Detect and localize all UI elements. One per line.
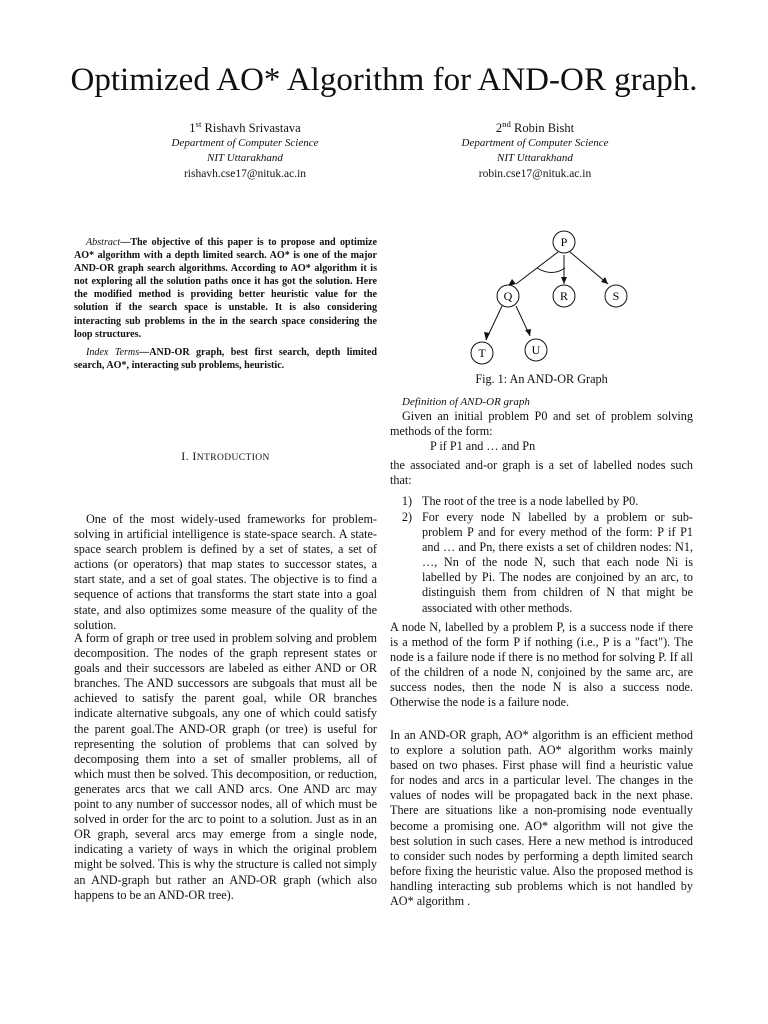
abstract-label: Abstract (86, 237, 121, 248)
author-2 (405, 120, 665, 182)
list-item-number: 1) (401, 494, 412, 508)
section-number: I. (181, 449, 189, 463)
author-1-email: rishavh.cse17@nituk.ac.in (183, 168, 307, 180)
and-or-graph-figure (390, 222, 693, 368)
author-2-name-line (405, 120, 665, 136)
index-terms-text: —AND-OR graph, best first search, depth limited search, AO*, interacting sub problems, heuristic. (74, 347, 377, 372)
and-arc (537, 268, 565, 273)
list-item (390, 510, 693, 618)
index-terms-label: Index Terms (86, 347, 140, 358)
list-item-text: For every node N labelled by a problem or sub-problem P and for every method of the form: P if P1 and … and Pn, there exists a set of children nodes: N1, …, Nn of the node N, such that each node Ni is labelled by Pi. The nodes are conjoined by an arc, to distinguish them from children of N that might be associated with other methods. (422, 510, 693, 615)
figure-caption: Fig. 1: An AND-OR Graph (475, 372, 608, 386)
node-r-label: R (559, 289, 569, 303)
list-item-text: The root of the tree is a node labelled by P0. (422, 494, 639, 508)
edge-p-s (570, 252, 608, 284)
index-terms (74, 346, 377, 372)
author-1-dept: Department of Computer Science (171, 137, 319, 149)
author-2-ordinal-suffix: nd (502, 118, 511, 129)
author-1 (115, 120, 375, 182)
section-title-initial: I (192, 449, 197, 463)
abstract (74, 236, 377, 341)
definition-paragraph-success-node: A node N, labelled by a problem P, is a success node if there is a method of the form P if nothing (i.e., P is a "fact"). The node is a failure node if there is no method for solving P. If all of the children of a node N, conjoined by the same arc, are success nodes, then the node N is also a success node. Otherwise the node is a failure node. (390, 620, 693, 710)
author-1-name: Rishavh Srivastava (204, 121, 301, 135)
definition-intro: Given an initial problem P0 and set of problem solving methods of the form: (390, 409, 693, 439)
author-1-name-line (115, 120, 375, 136)
arrow-u (525, 329, 531, 336)
node-p-label: P (560, 235, 568, 249)
author-2-email: robin.cse17@nituk.ac.in (478, 168, 592, 180)
node-s-label: S (612, 289, 620, 303)
paper-title: Optimized AO* Algorithm for AND-OR graph. (70, 62, 698, 98)
author-1-institution: NIT Uttarakhand (207, 152, 283, 164)
intro-paragraph-1: One of the most widely-used frameworks for problem-solving in artificial intelligence is state-space search. A state-space search problem is defined by a set of states, a set of actions (or operators) that map states to successor states, a start state, and a set of goal states. The objective is to find a sequence of actions that transforms the start state into a goal state, and also optimizes some measure of the quality of the solution. (74, 512, 377, 632)
author-2-name: Robin Bisht (514, 121, 575, 135)
arrow-s (601, 277, 608, 284)
intro-paragraph-2: A form of graph or tree used in problem solving and problem decomposition. The nodes of the graph represent states or goals and their successors are labeled as either AND or OR branches. The AND successors are subgoals that must all be achieved to satisfy the parent goal, while OR branches indicate alternative subgoals, any one of which could satisfy the parent goal.The AND-OR graph (or tree) is useful for representing the solution of problems that can solved by decomposing them into a set of smaller problems, all of which must then be solved. This decomposition, or reduction, generates arcs that we call AND arcs. One AND arc may point to any number of successor nodes, all of which must be solved in order for the arc to point to a solution. Just as in an OR graph, several arcs may emerge from a single node, indicating a variety of ways in which the original problem might be solved. This is why the structure is called not simply an AND-graph but rather an AND-OR graph (which also happens to be an AND-OR tree). (74, 631, 377, 902)
node-q-label: Q (503, 289, 513, 303)
definition-formula: P if P1 and … and Pn (430, 439, 536, 453)
list-item-number: 2) (401, 510, 412, 524)
node-t-label: T (478, 346, 486, 360)
node-u-label: U (531, 343, 541, 357)
author-1-ordinal-suffix: st (195, 118, 202, 129)
author-1-ordinal: 1 (189, 121, 196, 135)
arrow-r (561, 277, 567, 284)
author-2-dept: Department of Computer Science (461, 137, 609, 149)
section-heading-introduction (74, 449, 377, 464)
abstract-text: —The objective of this paper is to propose and optimize AO* algorithm with a depth limited search. AO* is one of the major AND-OR graph search algorithms. According to AO* algorithm it is not exploring all the solution paths once it has got the solution. Here the modified method is providing better heuristic value for the solution if the search space is unstable. It is also considering interacting sub problems in the in the search space considering the loop structures. (74, 237, 377, 340)
author-2-ordinal: 2 (495, 121, 503, 135)
definition-lead: the associated and-or graph is a set of labelled nodes such that: (390, 458, 693, 488)
author-2-institution: NIT Uttarakhand (497, 152, 573, 164)
section-title-rest: NTRODUCTION (196, 453, 270, 463)
definition-heading: Definition of AND-OR graph (402, 396, 530, 408)
definition-paragraph-ao-star: In an AND-OR graph, AO* algorithm is an efficient method to explore a solution path. AO* algorithm works mainly based on two phases. First phase will find a heuristic value for nodes and arcs in a particular level. The changes in the values of nodes will be propagated back in the next phase. There are situations like a non-promising node eventually become a promising one. AO* algorithm will not give the best solution in such cases. Here a new method is introduced to consider such nodes by performing a depth limited search before fixing the heuristic value. Also the proposed method is handling interacting sub problems which is not handled by AO* algorithm . (390, 728, 693, 909)
list-item (390, 494, 693, 510)
